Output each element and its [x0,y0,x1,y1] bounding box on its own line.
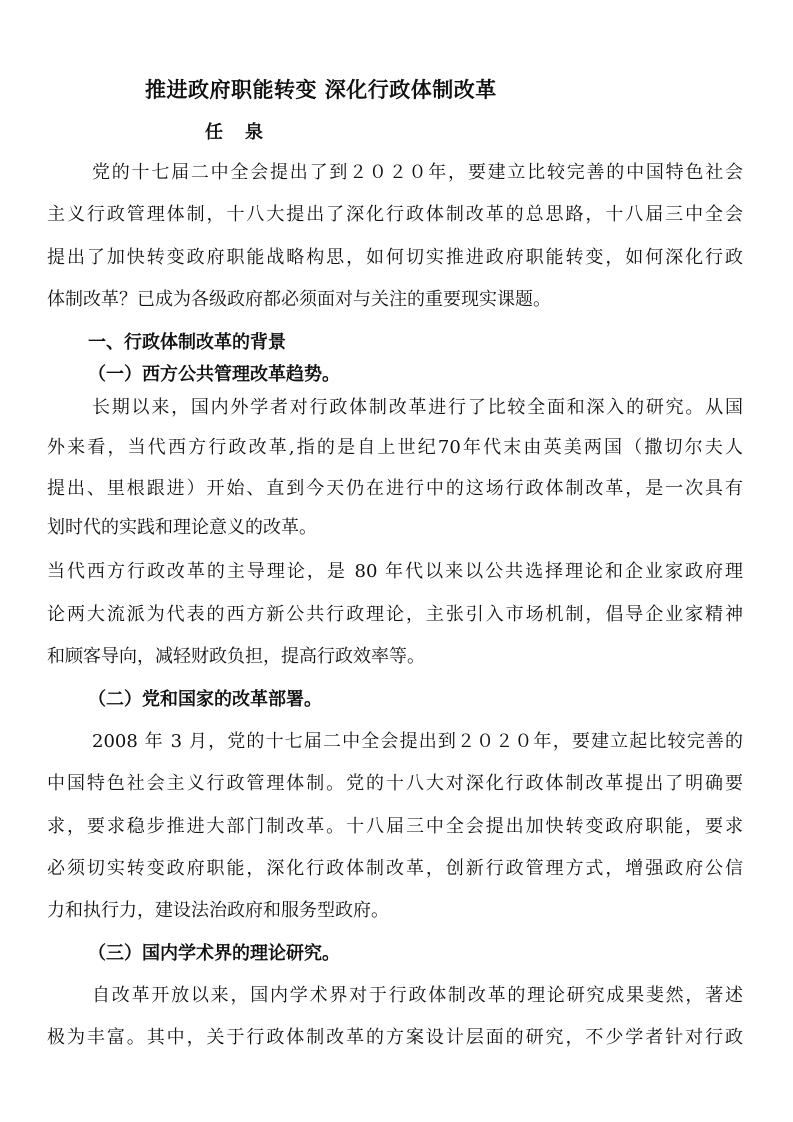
sub2-p1-line-5: 力和执行力，建设法治政府和服务型政府。 [47,900,389,921]
sub3-p1-line-1: 自改革开放以来，国内学术界对于行政体制改革的理论研究成果斐然，著述 [92,985,743,1006]
intro-line-2: 主义行政管理体制，十八大提出了深化行政体制改革的总思路，十八届三中全会 [47,204,743,225]
sub1-p1-line-3: 提出、里根跟进）开始、直到今天仍在进行中的这场行政体制改革，是一次具有 [47,478,743,499]
document-title: 推进政府职能转变 深化行政体制改革 [145,77,497,102]
subsection-heading-3: （三）国内学术界的理论研究。 [88,943,340,964]
sub1-p1-line-1: 长期以来，国内外学者对行政体制改革进行了比较全面和深入的研究。从国 [92,397,743,418]
sub1-p1-line-4: 划时代的实践和理论意义的改革。 [47,517,317,538]
subsection-heading-1: （一）西方公共管理改革趋势。 [88,364,340,385]
sub1-p1-line-2: 外来看，当代西方行政改革,指的是自上世纪70年代末由英美两国（撒切尔夫人 [47,437,743,458]
document-author: 任泉 [205,122,285,143]
sub2-p1-line-3: 求，要求稳步推进大部门制改革。十八届三中全会提出加快转变政府职能，要求 [47,816,743,837]
sub1-p2-line-1: 当代西方行政改革的主导理论，是 80 年代以来以公共选择理论和企业家政府理 [47,561,743,582]
sub2-p1-line-1: 2008 年 3 月，党的十七届二中全会提出到２０２０年，要建立起比较完善的 [92,731,743,752]
section-heading-1: 一、行政体制改革的背景 [88,332,286,353]
intro-line-3: 提出了加快转变政府职能战略构思，如何切实推进政府职能转变，如何深化行政 [47,247,743,268]
sub2-p1-line-2: 中国特色社会主义行政管理体制。党的十八大对深化行政体制改革提出了明确要 [47,773,743,794]
sub3-p1-line-2: 极为丰富。其中，关于行政体制改革的方案设计层面的研究，不少学者针对行政 [47,1027,743,1048]
intro-line-1: 党的十七届二中全会提出了到２０２０年，要建立比较完善的中国特色社会 [92,162,743,183]
sub1-p2-line-2: 论两大流派为代表的西方新公共行政理论，主张引入市场机制，倡导企业家精神 [47,604,743,625]
sub1-p2-line-3: 和顾客导向，减轻财政负担，提高行政效率等。 [47,646,425,667]
subsection-heading-2: （二）党和国家的改革部署。 [88,689,322,710]
sub2-p1-line-4: 必须切实转变政府职能，深化行政体制改革，创新行政管理方式，增强政府公信 [47,858,743,879]
intro-line-4: 体制改革？已成为各级政府都必须面对与关注的重要现实课题。 [47,289,551,310]
